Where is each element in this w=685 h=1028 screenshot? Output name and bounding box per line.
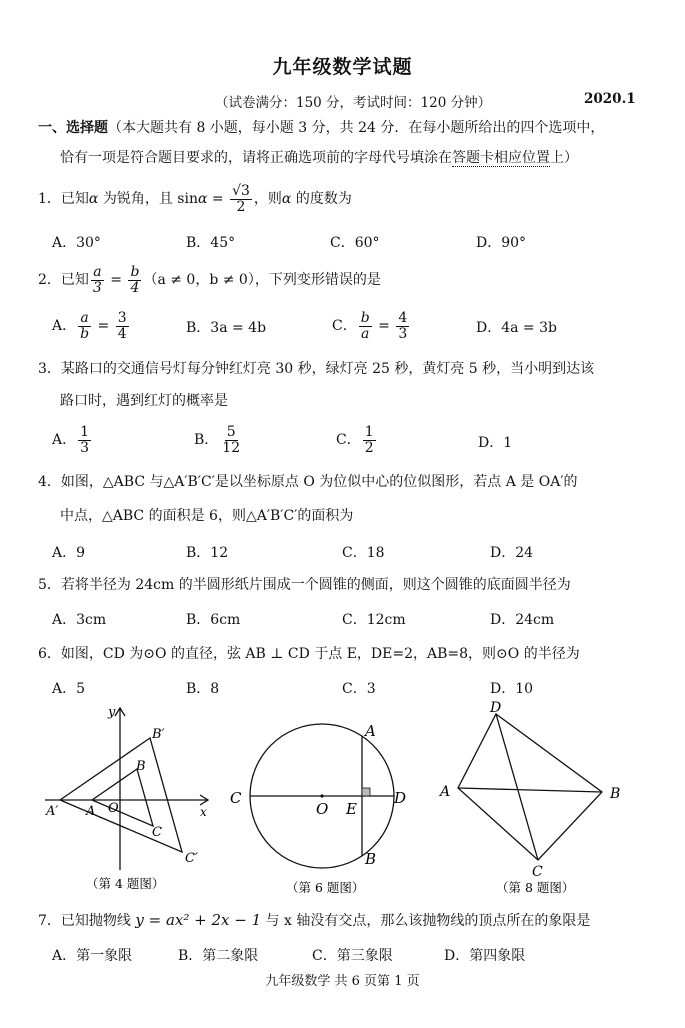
q1-frac-num: √3: [232, 182, 250, 199]
section-instructions-2b: 上）: [550, 150, 578, 166]
q2-option-b[interactable]: B．3a = 4b: [186, 320, 267, 336]
fig8-caption: （第 8 题图）: [496, 880, 575, 895]
q7-option-c[interactable]: C．第三象限: [312, 948, 393, 964]
fig4-label-c: C: [152, 825, 162, 840]
q2-f1-num: a: [93, 263, 102, 280]
q2-optC-frac-1: [359, 311, 372, 341]
fig4-caption: （第 4 题图）: [86, 876, 165, 891]
q1-option-c[interactable]: C．60°: [330, 235, 380, 251]
fig4-label-a: A: [86, 804, 96, 819]
fig6-label-b: B: [365, 850, 377, 868]
q3-optB-den: 12: [222, 439, 241, 456]
section-instructions-emphasis: 答题卡相应位置: [452, 150, 550, 166]
q7-option-d[interactable]: D．第四象限: [444, 948, 526, 964]
q2-optA-den2: 4: [117, 325, 127, 342]
q4-option-a[interactable]: A．9: [52, 545, 86, 561]
q6-option-a[interactable]: A．5: [52, 681, 86, 697]
q1-option-a[interactable]: A．30°: [52, 235, 101, 251]
q3-optB-num: 5: [226, 423, 236, 440]
q2-optA-num2: 3: [117, 309, 127, 326]
figure-8-diagram: [432, 700, 632, 900]
fig6-label-d: D: [394, 789, 407, 807]
q1-text-c: ，则: [253, 191, 282, 207]
q4-option-b[interactable]: B．12: [186, 545, 229, 561]
q3-line-1: 3．某路口的交通信号灯每分钟红灯亮 30 秒，绿灯亮 25 秒，黄灯亮 5 秒，当小明到达该: [38, 361, 595, 377]
q2-optA-frac-1: [78, 311, 91, 341]
q2-optC-den2: 3: [398, 325, 408, 342]
section-line-1: [38, 118, 604, 138]
fig8-label-d: D: [490, 700, 502, 716]
q5-line-1: 5．若将半径为 24cm 的半圆形纸片围成一个圆锥的侧面，则这个圆锥的底面圆半径为: [38, 577, 571, 593]
fig6-label-a: A: [365, 722, 376, 740]
fig8-label-c: C: [532, 864, 543, 880]
q2-optA-eq: =: [93, 318, 114, 334]
q4-option-d[interactable]: D．24: [490, 545, 534, 561]
q2-eq: =: [105, 272, 127, 288]
q2-option-a[interactable]: [52, 308, 131, 344]
fig4-label-x: x: [200, 805, 207, 819]
q4-option-c[interactable]: C．18: [342, 545, 385, 561]
figure-6-diagram: [222, 708, 422, 903]
q1-sin: sin: [177, 191, 198, 207]
fig6-label-c: C: [230, 789, 242, 807]
q1-frac-den: 2: [236, 198, 246, 215]
fig8-diagonal-cd: [496, 714, 538, 860]
q7-option-a[interactable]: A．第一象限: [52, 948, 133, 964]
q2-fraction-1: [91, 265, 104, 295]
q3-optA-frac: [78, 425, 91, 455]
fig6-label-e: E: [346, 800, 357, 818]
q1-alpha: α: [88, 191, 99, 207]
q2-optA-frac-2: [116, 311, 129, 341]
section-instructions-2a: 恰有一项是符合题目要求的，请将正确选项前的字母代号填涂在: [60, 150, 452, 166]
q3-optC-num: 1: [364, 423, 374, 440]
q1-text-b: 为锐角，且: [98, 191, 178, 207]
q6-line-1: 6．如图，CD 为⊙O 的直径，弦 AB ⊥ CD 于点 E，DE=2，AB=8，则⊙O 的半径为: [38, 646, 580, 662]
q3-optA-num: 1: [80, 423, 90, 440]
q2-option-d[interactable]: D．4a = 3b: [476, 320, 557, 336]
q1-alpha-2: α: [197, 191, 208, 207]
q6-option-c[interactable]: C．3: [342, 681, 376, 697]
q6-option-b[interactable]: B．8: [186, 681, 220, 697]
fig6-right-angle-mark: [362, 788, 370, 796]
fig8-quadrilateral: [458, 714, 602, 860]
q2-optC-den: a: [361, 325, 370, 342]
q7-option-b[interactable]: B．第二象限: [178, 948, 259, 964]
q3-option-a[interactable]: [52, 422, 93, 458]
fig4-label-y: y: [108, 705, 116, 720]
q1-eq: =: [207, 191, 229, 207]
fig8-diagonal-ab: [458, 788, 602, 792]
exam-info: （试卷满分：150 分，考试时间：120 分钟）: [215, 95, 492, 111]
q7-text-b: 与 x 轴没有交点，那么该抛物线的顶点所在的象限是: [261, 913, 591, 929]
q2-f2-den: 4: [130, 279, 140, 296]
figure-4-diagram: [40, 700, 220, 900]
exam-date: 2020.1: [584, 91, 636, 107]
q3-optC-den: 2: [364, 439, 374, 456]
fig4-triangle-large: [60, 738, 182, 852]
q3-optA-label: A．: [52, 432, 77, 448]
q2-text-a: 2．已知: [38, 272, 89, 288]
q5-option-b[interactable]: B．6cm: [186, 612, 241, 628]
fig8-label-b: B: [610, 786, 621, 802]
q1-option-d[interactable]: D．90°: [476, 235, 527, 251]
q2-optC-num: b: [360, 309, 370, 326]
fig6-caption: （第 6 题图）: [286, 880, 365, 895]
q2-optC-label: C．: [332, 318, 357, 334]
q2-optC-eq: =: [373, 318, 395, 334]
section-instructions-1: （本大题共有 8 小题，每小题 3 分，共 24 分．在每小题所给出的四个选项中，: [108, 120, 605, 136]
q7-text-a: 7．已知抛物线: [38, 913, 136, 929]
section-line-2: [60, 148, 578, 168]
question-1: [38, 182, 352, 216]
fig6-center-dot: [320, 794, 323, 797]
page-title: 九年级数学试题: [272, 56, 413, 78]
q3-optC-label: C．: [336, 432, 361, 448]
fig4-label-a-prime: A′: [46, 804, 59, 819]
q2-f2-num: b: [130, 263, 140, 280]
q6-option-d[interactable]: D．10: [490, 681, 534, 697]
q1-option-b[interactable]: B．45°: [186, 235, 236, 251]
q1-text-d: 的度数为: [291, 191, 352, 207]
q3-optC-frac: [363, 425, 376, 455]
q3-optA-den: 3: [80, 439, 90, 456]
q4-line-2: 中点，△ABC 的面积是 6，则△A′B′C′的面积为: [60, 508, 354, 524]
q2-text-b: （a ≠ 0，b ≠ 0），下列变形错误的是: [143, 272, 381, 288]
q5-option-d[interactable]: D．24cm: [490, 612, 555, 628]
q4-line-1: 4．如图，△ABC 与△A′B′C′是以坐标原点 O 为位似中心的位似图形，若点 A 是 OA′的: [38, 474, 578, 490]
q3-option-d[interactable]: D．1: [478, 435, 513, 451]
fig4-label-c-prime: C′: [185, 851, 198, 866]
q1-text-a: 1．已知: [38, 191, 89, 207]
q3-option-c[interactable]: [336, 422, 378, 458]
fig4-label-b-prime: B′: [152, 727, 165, 742]
q2-optC-num2: 4: [398, 309, 408, 326]
q2-f1-den: 3: [92, 279, 102, 296]
q3-option-b[interactable]: [194, 422, 244, 458]
q2-option-c[interactable]: [332, 308, 411, 344]
q2-optA-label: A．: [52, 318, 77, 334]
q3-optB-frac: [220, 425, 242, 455]
q2-fraction-2: [128, 265, 141, 295]
fig8-label-a: A: [440, 784, 451, 800]
q2-optC-frac-2: [396, 311, 409, 341]
question-7: [38, 910, 590, 931]
q3-optB-label: B．: [194, 432, 219, 448]
q5-option-a[interactable]: A．3cm: [52, 612, 107, 628]
q7-formula: y = ax² + 2x − 1: [135, 911, 262, 929]
question-2: [38, 262, 381, 298]
q1-fraction: [230, 184, 252, 214]
section-heading: 一、选择题: [38, 120, 108, 136]
q5-option-c[interactable]: C．12cm: [342, 612, 406, 628]
page-footer: 九年级数学 共 6 页第 1 页: [265, 974, 420, 989]
q2-optA-num: a: [80, 309, 89, 326]
fig4-label-b: B: [136, 759, 146, 774]
q2-optA-den: b: [80, 325, 90, 342]
q1-alpha-3: α: [281, 191, 292, 207]
fig4-label-o: O: [108, 801, 119, 816]
q3-line-2: 路口时，遇到红灯的概率是: [60, 393, 228, 409]
fig6-label-o: O: [316, 800, 329, 818]
